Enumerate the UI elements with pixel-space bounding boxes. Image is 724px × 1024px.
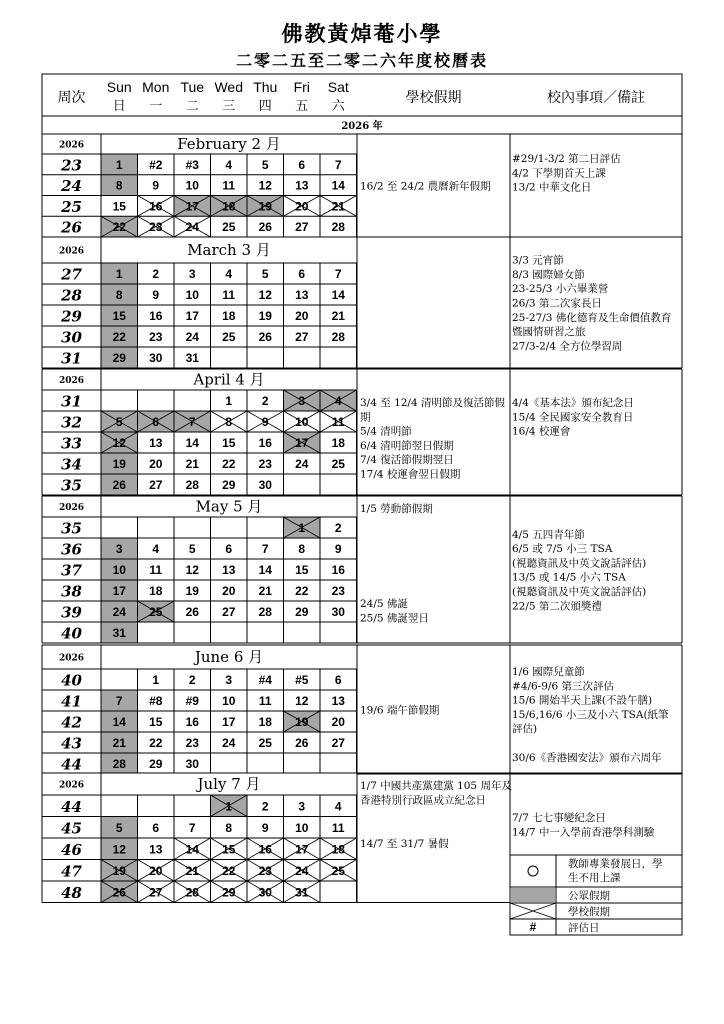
day-cell: 2 — [152, 267, 160, 281]
day-cell: 16 — [258, 842, 272, 857]
day-cell: 13 — [295, 288, 309, 302]
week-number: 47 — [61, 862, 82, 881]
day-header-en: Wed — [214, 79, 244, 95]
day-cell: 7 — [261, 542, 269, 556]
day-cell: 25 — [331, 457, 345, 471]
day-cell: 11 — [331, 415, 345, 429]
week-number: 24 — [61, 177, 82, 196]
day-cell: 20 — [149, 863, 163, 878]
month-year: 2026 — [58, 376, 85, 386]
day-cell: 13 — [222, 563, 236, 577]
month-title: February 2 月 — [177, 135, 281, 153]
school-title: 佛教黃焯菴小學 — [281, 21, 443, 46]
day-cell: 17 — [112, 584, 126, 598]
day-cell: 21 — [185, 457, 199, 471]
week-number: 42 — [61, 713, 82, 732]
day-cell: 16 — [149, 199, 163, 214]
day-cell: 8 — [115, 288, 123, 302]
day-cell: 15 — [295, 563, 309, 577]
day-cell: 18 — [331, 436, 345, 450]
day-cell: 1 — [225, 799, 233, 814]
day-cell: 18 — [331, 842, 345, 857]
day-cell: 15 — [222, 436, 236, 450]
day-cell: 19 — [258, 199, 272, 214]
week-number: 32 — [61, 413, 82, 432]
day-cell: 17 — [295, 842, 309, 857]
day-cell: 11 — [222, 178, 236, 193]
year-banner: 2026 年 — [341, 121, 383, 132]
month-year: 2026 — [58, 503, 85, 513]
day-cell: 14 — [185, 842, 199, 857]
day-cell: 7 — [188, 820, 196, 835]
day-cell: 20 — [331, 715, 345, 729]
week-number: 30 — [61, 328, 82, 347]
holiday-text: 香港特別行政區成立紀念日 — [360, 794, 486, 807]
day-header-zh: 四 — [258, 99, 272, 114]
day-cell: 14 — [331, 178, 345, 193]
week-number: 36 — [61, 540, 82, 559]
day-cell: 21 — [112, 736, 126, 750]
day-cell: 4 — [152, 542, 160, 556]
day-cell: 30 — [185, 757, 199, 771]
week-number: 35 — [61, 519, 82, 538]
day-cell: 5 — [261, 157, 269, 172]
day-cell: 17 — [185, 199, 199, 214]
day-cell: 26 — [295, 736, 309, 750]
month-year: 2026 — [58, 780, 85, 791]
day-cell: 19 — [258, 309, 272, 323]
holiday-text: 6/4 清明節翌日假期 — [360, 439, 454, 452]
day-cell: 29 — [149, 757, 163, 771]
day-cell: #8 — [149, 694, 163, 708]
month-title: April 4 月 — [193, 370, 265, 389]
day-cell: #5 — [295, 673, 309, 687]
day-cell: #3 — [185, 157, 199, 172]
calendar-subtitle: 二零二五至二零二六年度校曆表 — [235, 51, 488, 70]
holiday-text: 1/7 中國共產黨建黨 105 周年及 — [360, 780, 512, 792]
week-number: 41 — [61, 692, 82, 711]
day-cell: 7 — [334, 157, 342, 172]
day-cell: 2 — [188, 673, 196, 687]
holiday-text: 24/5 佛誕 — [360, 598, 408, 610]
week-number: 23 — [61, 156, 82, 175]
day-cell: 24 — [295, 863, 309, 878]
day-cell: 13 — [149, 842, 163, 857]
day-cell: 17 — [222, 715, 236, 729]
day-cell: 22 — [112, 220, 126, 235]
day-cell: 26 — [185, 605, 199, 619]
day-cell: 16 — [185, 715, 199, 729]
day-cell: 20 — [295, 309, 309, 323]
day-cell: 23 — [149, 220, 163, 235]
day-cell: 24 — [112, 605, 126, 619]
day-cell: 18 — [258, 715, 272, 729]
day-cell: 5 — [115, 415, 123, 429]
note-text: 13/2 中華文化日 — [512, 181, 592, 194]
day-cell: #9 — [185, 694, 199, 708]
day-cell: 12 — [258, 178, 272, 193]
day-cell: 9 — [152, 288, 160, 302]
day-cell: 20 — [295, 199, 309, 214]
week-number: 38 — [61, 582, 82, 601]
day-header-en: Sat — [327, 79, 349, 95]
note-text: (視聽資訊及中英文說話評估) — [512, 585, 647, 598]
day-cell: 11 — [258, 694, 272, 708]
week-number: 26 — [61, 218, 82, 237]
day-cell: 20 — [149, 457, 163, 471]
week-number: 29 — [61, 307, 82, 326]
day-cell: 6 — [225, 542, 233, 556]
day-cell: 20 — [222, 584, 236, 598]
holiday-text: 期 — [360, 411, 371, 424]
holiday-text: 16/2 至 24/2 農曆新年假期 — [360, 180, 491, 193]
holiday-text: 7/4 復活節假期翌日 — [360, 454, 454, 467]
note-text: 3/3 元宵節 — [512, 254, 564, 267]
day-header-zh: 五 — [295, 99, 309, 114]
day-cell: 8 — [115, 178, 123, 193]
week-number: 45 — [61, 819, 82, 838]
day-cell: 19 — [112, 863, 126, 878]
day-cell: 14 — [258, 563, 272, 577]
note-text: 22/5 第二次頒獎禮 — [512, 600, 602, 613]
day-cell: 9 — [261, 415, 269, 429]
month-year: 2026 — [58, 140, 85, 151]
day-cell: 1 — [115, 157, 123, 172]
note-text: 1/6 國際兒童節 — [512, 666, 585, 678]
holiday-text: 19/6 端午節假期 — [360, 704, 440, 717]
week-number: 27 — [61, 265, 82, 284]
day-cell: 22 — [112, 330, 126, 344]
day-cell: 3 — [298, 799, 306, 814]
day-cell: 10 — [185, 178, 199, 193]
day-cell: 24 — [185, 220, 199, 235]
day-cell: 30 — [331, 605, 345, 619]
legend-gray-swatch — [511, 888, 555, 902]
day-cell: 29 — [222, 478, 236, 492]
day-cell: 10 — [295, 415, 309, 429]
note-text: 15/6,16/6 小三及小六 TSA(紙筆 — [512, 708, 669, 721]
day-cell: 24 — [295, 457, 309, 471]
day-cell: 31 — [185, 351, 199, 365]
day-cell: 18 — [222, 199, 236, 214]
week-number: 44 — [61, 755, 82, 774]
note-text: 4/4《基本法》頒布紀念日 — [512, 397, 634, 409]
day-cell: 6 — [298, 267, 306, 281]
legend-label: 生不用上課 — [568, 872, 621, 884]
week-number: 46 — [61, 840, 82, 859]
day-cell: 22 — [295, 584, 309, 598]
note-text: 30/6《香港國安法》頒布六周年 — [512, 751, 662, 764]
day-cell: 1 — [298, 521, 306, 535]
day-cell: 5 — [188, 542, 196, 556]
day-cell: 14 — [185, 436, 199, 450]
day-cell: 9 — [152, 178, 160, 193]
day-cell: 29 — [295, 605, 309, 619]
day-cell: 10 — [222, 694, 236, 708]
day-cell: 12 — [295, 694, 309, 708]
note-text: 4/5 五四青年節 — [512, 528, 585, 541]
day-cell: 29 — [112, 351, 126, 365]
week-number: 34 — [61, 455, 82, 474]
day-cell: 3 — [188, 267, 196, 281]
day-cell: 2 — [261, 394, 269, 408]
day-cell: 7 — [188, 415, 196, 429]
day-cell: 26 — [258, 220, 272, 235]
note-text: 6/5 或 7/5 小三 TSA — [512, 543, 613, 556]
day-cell: 4 — [225, 157, 233, 172]
day-cell: 6 — [298, 157, 306, 172]
month-title: July 7 月 — [197, 775, 261, 793]
day-cell: 19 — [112, 457, 126, 471]
note-text: 26/3 第二次家長日 — [512, 297, 602, 310]
day-cell: 11 — [331, 820, 345, 835]
day-cell: 8 — [298, 542, 306, 556]
day-cell: 3 — [115, 542, 123, 556]
week-number: 37 — [61, 561, 82, 580]
day-cell: 21 — [331, 199, 345, 214]
day-cell: 9 — [261, 820, 269, 835]
week-number: 28 — [61, 286, 82, 305]
month-year: 2026 — [58, 246, 85, 257]
note-text: 16/4 校運會 — [512, 425, 571, 438]
note-text: 8/3 國際婦女節 — [512, 268, 585, 281]
month-title: March 3 月 — [187, 241, 271, 259]
note-text: (視聽資訊及中英文說話評估) — [512, 557, 647, 570]
day-cell: 25 — [149, 605, 163, 619]
legend-label: 評估日 — [568, 922, 600, 934]
day-cell: 14 — [112, 715, 126, 729]
note-text: 暨國情研習之旅 — [512, 326, 586, 339]
day-cell: 5 — [261, 267, 269, 281]
day-header-en: Thu — [253, 79, 278, 95]
day-cell: 27 — [149, 885, 163, 900]
holiday-text: 1/5 勞動節假期 — [360, 503, 433, 515]
month-title: June 6 月 — [194, 648, 264, 666]
day-cell: 7 — [115, 694, 123, 708]
day-cell: 13 — [149, 436, 163, 450]
day-cell: 15 — [149, 715, 163, 729]
day-header-zh: 一 — [149, 99, 163, 114]
day-cell: 26 — [258, 330, 272, 344]
month-title: May 5 月 — [195, 497, 263, 516]
day-cell: 15 — [112, 309, 126, 323]
day-cell: 22 — [149, 736, 163, 750]
day-cell: 15 — [112, 199, 126, 214]
day-cell: 28 — [258, 605, 272, 619]
day-cell: 23 — [331, 584, 345, 598]
day-cell: 7 — [334, 267, 342, 281]
day-cell: 11 — [222, 288, 236, 302]
day-cell: 27 — [222, 605, 236, 619]
day-cell: 28 — [185, 478, 199, 492]
day-cell: 27 — [331, 736, 345, 750]
day-cell: 14 — [331, 288, 345, 302]
legend-label: 教師專業發展日，學 — [568, 858, 663, 870]
day-cell: 30 — [149, 351, 163, 365]
day-cell: 23 — [258, 863, 272, 878]
note-text: 15/6 開始半天上課(不設午膳) — [512, 694, 653, 707]
day-cell: 28 — [185, 885, 199, 900]
note-text: 25-27/3 佛化德育及生命價值教育 — [512, 311, 672, 324]
day-cell: 25 — [222, 220, 236, 235]
day-cell: 25 — [331, 863, 345, 878]
day-header-en: Tue — [180, 79, 205, 95]
day-cell: 9 — [334, 542, 342, 556]
legend-hash-icon: # — [529, 920, 537, 934]
week-number: 25 — [61, 197, 82, 216]
day-cell: 17 — [185, 309, 199, 323]
week-number: 35 — [61, 476, 82, 495]
holiday-text: 25/5 佛誕翌日 — [360, 612, 429, 625]
day-cell: 4 — [225, 267, 233, 281]
notes-header: 校內事項／備註 — [547, 90, 645, 106]
day-cell: 23 — [258, 457, 272, 471]
day-cell: 24 — [222, 736, 236, 750]
day-cell: 28 — [112, 757, 126, 771]
day-cell: 19 — [295, 715, 309, 729]
week-number: 39 — [61, 603, 82, 622]
day-cell: 1 — [152, 673, 160, 687]
month-year: 2026 — [58, 653, 85, 664]
day-cell: #4 — [258, 673, 272, 687]
day-cell: 16 — [149, 309, 163, 323]
week-number: 48 — [61, 883, 82, 902]
day-cell: 15 — [222, 842, 236, 857]
day-header-zh: 二 — [185, 99, 199, 114]
day-cell: 21 — [258, 584, 272, 598]
week-number: 33 — [61, 434, 82, 453]
day-cell: 12 — [112, 842, 126, 857]
legend-label: 公眾假期 — [568, 890, 610, 902]
note-text: #4/6-9/6 第三次評估 — [512, 680, 614, 693]
day-cell: 25 — [258, 736, 272, 750]
note-text: 23-25/3 小六畢業營 — [512, 283, 609, 296]
note-text: 14/7 中一入學前香港學科測驗 — [512, 826, 655, 839]
week-number: 44 — [61, 797, 82, 816]
day-cell: 3 — [298, 394, 306, 408]
day-cell: 23 — [185, 736, 199, 750]
holiday-text: 17/4 校運會翌日假期 — [360, 468, 461, 481]
day-cell: 12 — [258, 288, 272, 302]
day-cell: 31 — [112, 626, 126, 640]
day-cell: 19 — [185, 584, 199, 598]
day-cell: 8 — [225, 820, 233, 835]
day-cell: 8 — [225, 415, 233, 429]
day-cell: 26 — [112, 478, 126, 492]
note-text: 4/2 下學期首天上課 — [512, 167, 606, 180]
note-text: 7/7 七七事變紀念日 — [512, 812, 606, 824]
day-cell: 26 — [112, 885, 126, 900]
day-cell: 6 — [334, 673, 342, 687]
day-cell: 11 — [149, 563, 163, 577]
note-text: 15/4 全民國家安全教育日 — [512, 411, 634, 424]
day-cell: 12 — [185, 563, 199, 577]
day-cell: 6 — [152, 415, 160, 429]
week-number: 43 — [61, 734, 82, 753]
day-cell: 3 — [225, 673, 233, 687]
legend-label: 學校假期 — [568, 906, 610, 918]
day-cell: 30 — [258, 478, 272, 492]
day-cell: 22 — [222, 863, 236, 878]
day-cell: #2 — [149, 157, 163, 172]
day-cell: 6 — [152, 820, 160, 835]
day-cell: 17 — [295, 436, 309, 450]
day-cell: 31 — [295, 885, 309, 900]
day-cell: 21 — [331, 309, 345, 323]
holiday-text: 5/4 清明節 — [360, 425, 412, 438]
day-cell: 18 — [222, 309, 236, 323]
day-header-zh: 日 — [112, 99, 126, 114]
holiday-text: 14/7 至 31/7 暑假 — [360, 838, 449, 850]
note-text: #29/1-3/2 第二日評估 — [512, 153, 621, 165]
day-cell: 10 — [295, 820, 309, 835]
day-header-en: Mon — [142, 79, 170, 95]
day-cell: 16 — [258, 436, 272, 450]
day-cell: 1 — [115, 267, 123, 281]
day-cell: 27 — [295, 220, 309, 235]
day-header-en: Fri — [293, 79, 310, 95]
day-cell: 28 — [331, 220, 345, 235]
day-cell: 27 — [295, 330, 309, 344]
week-number: 40 — [61, 671, 82, 690]
note-text: 13/5 或 14/5 小六 TSA — [512, 571, 626, 584]
day-cell: 30 — [258, 885, 272, 900]
note-text: 評估) — [512, 723, 538, 736]
day-header-zh: 六 — [331, 99, 345, 114]
day-cell: 1 — [225, 394, 233, 408]
note-text: 27/3-2/4 全方位學習周 — [512, 340, 623, 353]
legend-circle-icon — [528, 866, 538, 876]
day-cell: 10 — [185, 288, 199, 302]
day-cell: 27 — [149, 478, 163, 492]
day-cell: 4 — [334, 799, 342, 814]
week-number: 31 — [61, 392, 82, 411]
day-cell: 4 — [334, 394, 342, 408]
day-cell: 13 — [295, 178, 309, 193]
day-cell: 2 — [334, 521, 342, 535]
holiday-text: 3/4 至 12/4 清明節及復活節假 — [360, 397, 505, 409]
day-cell: 5 — [115, 820, 123, 835]
day-cell: 18 — [149, 584, 163, 598]
day-cell: 24 — [185, 330, 199, 344]
day-cell: 22 — [222, 457, 236, 471]
day-cell: 12 — [112, 436, 126, 450]
day-cell: 29 — [222, 885, 236, 900]
day-header-en: Sun — [106, 79, 132, 95]
day-cell: 10 — [112, 563, 126, 577]
day-cell: 2 — [261, 799, 269, 814]
day-header-zh: 三 — [222, 99, 236, 114]
day-cell: 23 — [149, 330, 163, 344]
day-cell: 13 — [331, 694, 345, 708]
day-cell: 25 — [222, 330, 236, 344]
day-cell: 28 — [331, 330, 345, 344]
day-cell: 16 — [331, 563, 345, 577]
day-cell: 21 — [185, 863, 199, 878]
holidays-header: 學校假期 — [405, 90, 462, 106]
week-number: 31 — [61, 349, 82, 368]
week-header: 周次 — [57, 90, 86, 106]
week-number: 40 — [61, 624, 82, 643]
